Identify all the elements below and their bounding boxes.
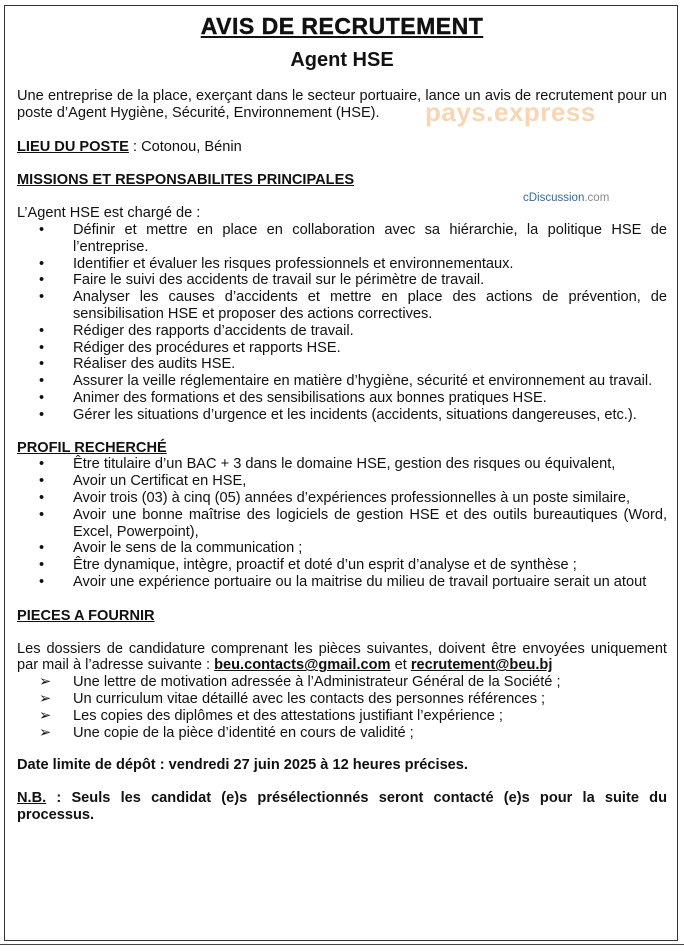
list-item-text: Avoir une expérience portuaire ou la maitrise du milieu de travail portuaire serait un atout bbox=[73, 573, 647, 590]
list-item bbox=[17, 725, 667, 742]
list-item bbox=[17, 356, 667, 373]
list-item-text: Identifier et évaluer les risques professionnels et environnementaux. bbox=[73, 255, 514, 272]
note-text: : Seuls les candidat (e)s présélectionnés seront contacté (e)s pour la suite du processus. bbox=[17, 790, 667, 823]
list-item-text: Être titulaire d’un BAC + 3 dans le domaine HSE, gestion des risques ou équivalent, bbox=[73, 456, 616, 473]
note bbox=[17, 790, 667, 824]
bullet-icon: • bbox=[39, 540, 45, 557]
list-item-text: Les copies des diplômes et des attestations justifiant l’expérience ; bbox=[73, 707, 503, 724]
list-item bbox=[17, 390, 667, 407]
bullet-icon: ➢ bbox=[39, 690, 52, 707]
list-item bbox=[17, 691, 667, 708]
bullet-icon: • bbox=[39, 339, 45, 356]
missions-lead: L’Agent HSE est chargé de : bbox=[17, 205, 201, 222]
list-item bbox=[17, 222, 667, 256]
bullet-icon: • bbox=[39, 322, 45, 339]
bullet-icon: ➢ bbox=[39, 724, 52, 741]
bullet-icon: • bbox=[39, 456, 45, 473]
bullet-icon: • bbox=[39, 506, 45, 523]
list-item bbox=[17, 256, 667, 273]
watermark-cdiscussion-name: cDiscussion bbox=[523, 192, 585, 204]
list-item bbox=[17, 574, 667, 591]
email-link-secondary[interactable]: recrutement@beu.bj bbox=[410, 657, 553, 674]
list-item-text: Réaliser des audits HSE. bbox=[73, 356, 236, 373]
list-item-text: Avoir le sens de la communication ; bbox=[73, 540, 303, 557]
list-item bbox=[17, 407, 667, 424]
list-item-text: Rédiger des procédures et rapports HSE. bbox=[73, 339, 341, 356]
list-item-text: Rédiger des rapports d’accidents de travail. bbox=[73, 322, 354, 339]
job-title: Agent HSE bbox=[290, 49, 394, 71]
bullet-icon: ➢ bbox=[39, 707, 52, 724]
list-item-text: Faire le suivi des accidents de travail sur le périmètre de travail. bbox=[73, 272, 485, 289]
deadline: Date limite de dépôt : vendredi 27 juin 2025 à 12 heures précises. bbox=[17, 757, 468, 774]
bullet-icon: • bbox=[39, 356, 45, 373]
bullet-icon: • bbox=[39, 406, 45, 423]
location-line bbox=[17, 139, 667, 156]
bullet-icon: • bbox=[39, 373, 45, 390]
profile-list bbox=[17, 456, 667, 590]
list-item bbox=[17, 340, 667, 357]
list-item bbox=[17, 507, 667, 541]
documents-joiner: et bbox=[390, 657, 411, 674]
watermark-cdiscussion bbox=[523, 191, 609, 205]
list-item-text: Gérer les situations d’urgence et les incidents (accidents, situations dangereuses, etc.). bbox=[73, 406, 637, 423]
list-item-text: Un curriculum vitae détaillé avec les contacts des personnes références ; bbox=[73, 690, 546, 707]
documents-heading: PIECES A FOURNIR bbox=[17, 607, 155, 624]
list-item-text: Animer des formations et des sensibilisations aux bonnes pratiques HSE. bbox=[73, 389, 547, 406]
list-item bbox=[17, 456, 667, 473]
documents-paragraph bbox=[17, 641, 667, 675]
list-item-text: Assurer la veille réglementaire en matière d’hygiène, sécurité et environnement au travail. bbox=[73, 373, 653, 390]
bullet-icon: • bbox=[39, 255, 45, 272]
job-posting bbox=[17, 12, 667, 824]
list-item-text: Avoir trois (03) à cinq (05) années d’expériences professionnelles à un poste similaire, bbox=[73, 489, 631, 506]
list-item-text: Définir et mettre en place en collaboration avec sa hiérarchie, la politique HSE de l’entreprise. bbox=[73, 221, 667, 255]
location-value: : Cotonou, Bénin bbox=[128, 138, 242, 155]
bullet-icon: • bbox=[39, 221, 45, 238]
documents-text: Les dossiers de candidature comprenant les pièces suivantes, doivent être envoyées uniquement par mail à l’adresse suivante : bbox=[17, 640, 667, 674]
list-item bbox=[17, 289, 667, 323]
list-item bbox=[17, 490, 667, 507]
list-item bbox=[17, 708, 667, 725]
bullet-icon: • bbox=[39, 557, 45, 574]
list-item bbox=[17, 557, 667, 574]
location-label: LIEU DU POSTE bbox=[17, 138, 129, 155]
list-item bbox=[17, 272, 667, 289]
list-item bbox=[17, 540, 667, 557]
missions-list bbox=[17, 222, 667, 424]
bullet-icon: • bbox=[39, 573, 45, 590]
bullet-icon: ➢ bbox=[39, 674, 52, 691]
profile-heading: PROFIL RECHERCHÉ bbox=[17, 439, 167, 456]
email-link-primary[interactable]: beu.contacts@gmail.com bbox=[214, 657, 391, 674]
bullet-icon: • bbox=[39, 473, 45, 490]
intro-paragraph: Une entreprise de la place, exerçant dans le secteur portuaire, lance un avis de recrutement pour un poste d’Agent Hygiène, Sécurité, Environnement (HSE). bbox=[17, 88, 667, 121]
bullet-icon: • bbox=[39, 289, 45, 306]
bottom-rule bbox=[0, 944, 684, 945]
bullet-icon: • bbox=[39, 272, 45, 289]
page-title: AVIS DE RECRUTEMENT bbox=[200, 13, 484, 39]
list-item bbox=[17, 373, 667, 390]
list-item bbox=[17, 674, 667, 691]
list-item-text: Avoir une bonne maîtrise des logiciels de gestion HSE et des outils bureautiques (Word, Excel, Powerpoint), bbox=[73, 506, 667, 540]
documents-list bbox=[17, 674, 667, 741]
watermark-pays-express: pays.express bbox=[425, 97, 596, 127]
list-item-text: Analyser les causes d’accidents et mettre en place des actions de prévention, de sensibilisation HSE et proposer des actions correctives. bbox=[73, 289, 667, 322]
note-label: N.B. bbox=[17, 790, 47, 807]
list-item-text: Une copie de la pièce d’identité en cours de validité ; bbox=[73, 724, 414, 741]
list-item-text: Être dynamique, intègre, proactif et doté d’un esprit d’analyse et de synthèse ; bbox=[73, 557, 577, 574]
bullet-icon: • bbox=[39, 389, 45, 406]
list-item-text: Une lettre de motivation adressée à l’Administrateur Général de la Société ; bbox=[73, 674, 561, 691]
list-item-text: Avoir un Certificat en HSE, bbox=[73, 473, 247, 490]
list-item bbox=[17, 473, 667, 490]
watermark-cdiscussion-domain: .com bbox=[584, 192, 610, 204]
bullet-icon: • bbox=[39, 489, 45, 506]
missions-heading: MISSIONS ET RESPONSABILITES PRINCIPALES bbox=[17, 172, 355, 189]
list-item bbox=[17, 323, 667, 340]
